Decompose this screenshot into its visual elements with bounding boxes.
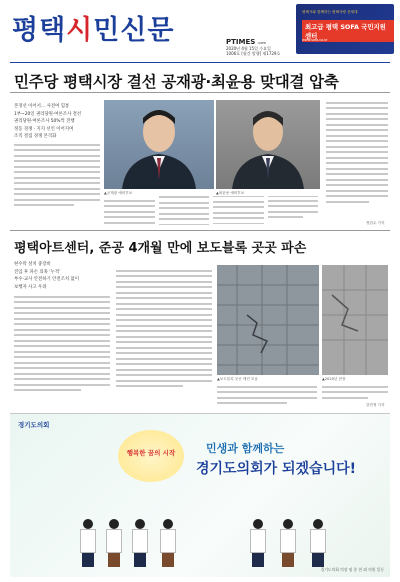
top-advertisement[interactable]	[296, 4, 394, 54]
child-figure	[106, 519, 122, 567]
lead-divider	[10, 92, 390, 93]
candidate-photo-right[interactable]	[216, 100, 320, 189]
child-figure	[80, 519, 96, 567]
ad-circle-text: 행복한 꿈의 시작	[126, 449, 176, 457]
ad-footer: 경기도의회 의장 염 종 현 외 의원 일동	[320, 567, 384, 572]
ad-circle-badge	[118, 430, 184, 482]
ad-top-line1: 평택시와 함께하는 평택사랑 신세대	[302, 10, 358, 14]
ad-top-line3: www.sofa.co.kr	[302, 38, 328, 42]
second-subhead: 현수막 설치 중장비	[14, 262, 51, 267]
logo-part-red: 시	[66, 15, 94, 46]
lead-headline[interactable]: 민주당 평택시장 결선 공재광·최윤용 맞대결 압축	[14, 73, 339, 91]
second-headline[interactable]: 평택아트센터, 준공 4개월 만에 보도블록 곳곳 파손	[14, 241, 307, 256]
second-body-column-4	[322, 382, 388, 400]
ad-message-line1: 민생과 함께하는	[206, 442, 285, 455]
candidate-photo-left[interactable]	[104, 100, 214, 189]
portrait-illustration	[216, 100, 320, 189]
lead-subhead: 본경선 이어서… 사전여 힘통	[14, 104, 70, 109]
photo-caption-left: ▲공재광 예비후보	[104, 191, 133, 195]
logo-part: 민신문	[93, 15, 175, 46]
ad-top-line2: 최고급 평택 SOFA 국민지원센터	[302, 20, 394, 42]
child-figure	[250, 519, 266, 567]
newspaper-logo[interactable]	[12, 8, 175, 47]
lead-byline: 정한수 기자	[366, 221, 385, 225]
issue-date: 2020년 4월 15일 수요일	[226, 46, 271, 51]
second-body-column-3	[217, 382, 317, 406]
sidewalk-damage-photo[interactable]	[217, 265, 319, 375]
second-subhead: 보행자 사고 우려	[14, 284, 47, 290]
lead-body-sidebar	[326, 98, 388, 216]
ad-org-name: 경기도의회	[18, 421, 50, 429]
second-subheads	[14, 262, 94, 292]
second-byline: 강민정 기자	[366, 403, 385, 407]
council-advertisement[interactable]	[10, 413, 390, 577]
second-photo-caption-2: ▲2020년 현장	[322, 377, 346, 381]
lead-body-column-1	[14, 140, 100, 220]
child-figure	[132, 519, 148, 567]
second-body-column-1	[14, 292, 110, 404]
lead-body-columns	[104, 196, 318, 226]
paving-illustration	[322, 265, 388, 375]
second-photo-caption: ▲보도블록 곳곳 깨진 모습	[217, 377, 258, 381]
lead-subhead: 권리당원·여론조사 50%씩 진행	[14, 119, 75, 124]
issue-info	[226, 40, 280, 56]
lead-subhead: 조직 결집 경쟁 본격화	[14, 134, 57, 139]
section-divider	[10, 230, 390, 231]
second-subhead: 진입 후 파손 의혹 ‘누적’	[14, 269, 61, 275]
logo-part: 평택	[12, 15, 67, 46]
masthead	[0, 0, 400, 62]
ad-message-line2: 경기도의회가 되겠습니다!	[196, 461, 357, 477]
lead-subhead: 정동 경쟁 · 지지 선언 이어지며	[14, 126, 74, 132]
portrait-illustration	[104, 100, 214, 189]
child-figure	[160, 519, 176, 567]
lead-subheads	[14, 104, 100, 142]
second-body-column-2	[116, 266, 212, 404]
photo-caption-right: ▲최윤용 예비후보	[216, 191, 245, 195]
sidewalk-damage-photo-2[interactable]	[322, 265, 388, 375]
masthead-divider	[10, 62, 390, 63]
child-figure	[280, 519, 296, 567]
child-figure	[310, 519, 326, 567]
issue-number: 1006호 [월간 발행] 제1729호	[226, 51, 281, 56]
lead-subhead: 1부~20일 권리당원·여론조사 결선	[14, 111, 82, 117]
paving-illustration	[217, 265, 319, 375]
brand-name: PTIMES .com	[226, 38, 266, 46]
second-subhead: 부수·교사 안전하기 안전조치 없이	[14, 277, 79, 282]
